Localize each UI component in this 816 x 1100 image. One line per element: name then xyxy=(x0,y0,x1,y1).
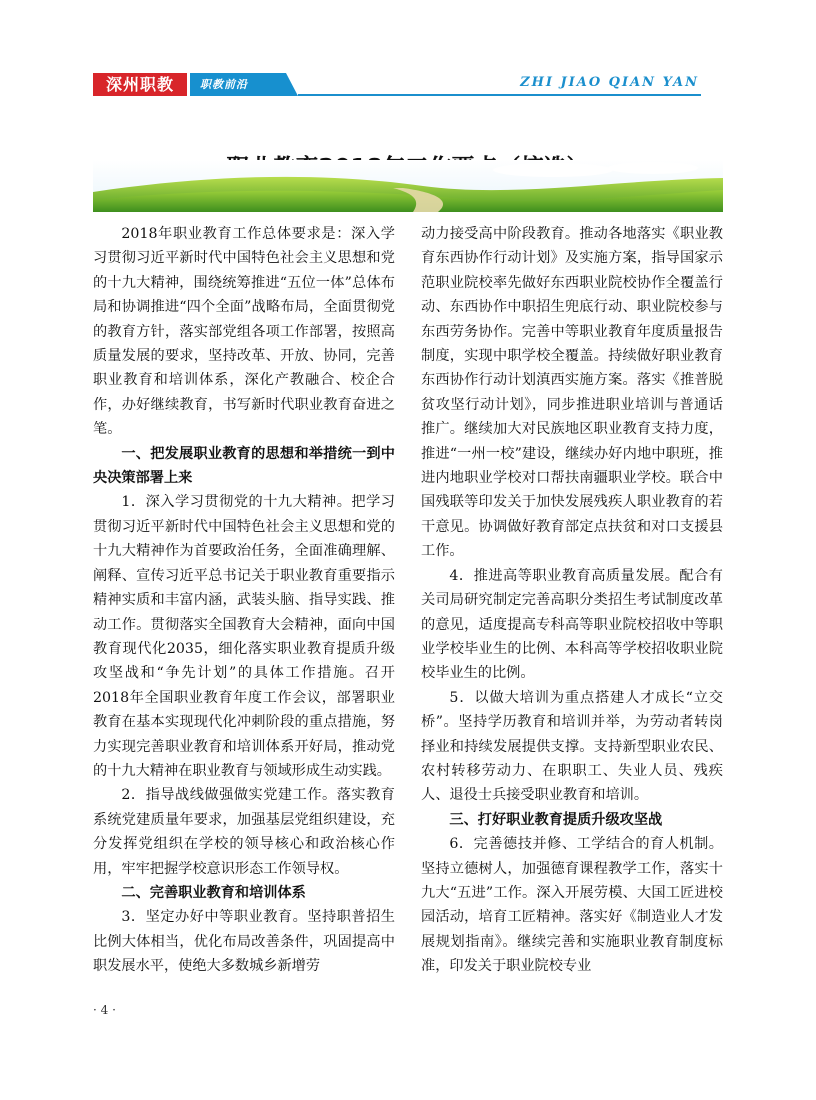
body-paragraph: 1．深入学习贯彻党的十九大精神。把学习贯彻习近平新时代中国特色社会主义思想和党的十九大精神作为首要政治任务，全面准确理解、阐释、宣传习近平总书记关于职业教育重要指示精神实质和丰富内涵，武装头脑、指导实践、推动工作。贯彻落实全国教育大会精神，面向中国教育现代化2035，细化落实职业教育提质升级攻坚战和“争先计划”的具体工作措施。召开2018年全国职业教育年度工作会议，部署职业教育在基本实现现代化冲刺阶段的重点措施，努力实现完善职业教育和培训体系开好局，推动党的十九大精神在职业教育与领域形成生动实践。 xyxy=(93,494,395,779)
section-tag-tail xyxy=(286,73,298,96)
landscape-banner-image xyxy=(93,160,723,212)
right-text-column xyxy=(421,222,723,979)
section-heading-2: 二、完善职业教育和培训体系 xyxy=(121,884,306,901)
page-number: · 4 · xyxy=(93,1003,116,1017)
left-text-column xyxy=(93,222,395,979)
body-paragraph: 2．指导战线做强做实党建工作。落实教育系统党建质量年要求，加强基层党组织建设，充分发挥党组织在学校的领导核心和政治核心作用，牢牢把握学校意识形态工作领导权。 xyxy=(93,787,395,877)
section-pinyin: ZHI JIAO QIAN YAN xyxy=(520,75,699,90)
brand-label: 深州职教 xyxy=(93,73,187,96)
section-heading-1: 一、把发展职业教育的思想和举措统一到中央决策部署上来 xyxy=(93,445,395,487)
body-paragraph: 4．推进高等职业教育高质量发展。配合有关司局研究制定完善高职分类招生考试制度改革的意见，适度提高专科高等职业院校招收中等职业学校毕业生的比例、本科高等学校招收职业院校毕业生的比例。 xyxy=(421,567,723,682)
section-tag: 职教前沿 xyxy=(190,73,286,96)
continued-paragraph: 动力接受高中阶段教育。推动各地落实《职业教育东西协作行动计划》及实施方案，指导国家示范职业院校率先做好东西职业院校协作全覆盖行动、东西协作中职招生兜底行动、职业院校参与东西劳务协作。完善中等职业教育年度质量报告制度，实现中职学校全覆盖。持续做好职业教育东西协作行动计划滇西实施方案。落实《推普脱贫攻坚行动计划》，同步推进职业培训与普通话推广。继续加大对民族地区职业教育支持力度，推进“一州一校”建设，继续办好内地中职班，推进内地职业学校对口帮扶南疆职业学校。联合中国残联等印发关于加快发展残疾人职业教育的若干意见。协调做好教育部定点扶贫和对口支援县工作。 xyxy=(421,226,723,560)
header-rule xyxy=(298,94,701,96)
intro-paragraph: 2018年职业教育工作总体要求是：深入学习贯彻习近平新时代中国特色社会主义思想和党的十九大精神，围绕统筹推进“五位一体”总体布局和协调推进“四个全面”战略布局，全面贯彻党的教育方针，落实部党组各项工作部署，按照高质量发展的要求，坚持改革、开放、协同，完善职业教育和培训体系，深化产教融合、校企合作，办好继续教育，书写新时代职业教育奋进之笔。 xyxy=(93,226,395,438)
body-paragraph: 6．完善德技并修、工学结合的育人机制。坚持立德树人，加强德育课程教学工作，落实十九大“五进”工作。深入开展劳模、大国工匠进校园活动，培育工匠精神。落实好《制造业人才发展规划指南》。继续完善和实施职业教育制度标准，印发关于职业院校专业 xyxy=(421,836,723,975)
body-paragraph: 3．坚定办好中等职业教育。坚持职普招生比例大体相当，优化布局改善条件，巩固提高中职发展水平，使绝大多数城乡新增劳 xyxy=(93,909,395,975)
section-heading-3: 三、打好职业教育提质升级攻坚战 xyxy=(449,811,663,828)
body-paragraph: 5．以做大培训为重点搭建人才成长“立交桥”。坚持学历教育和培训并举，为劳动者转岗择业和持续发展提供支撑。支持新型职业农民、农村转移劳动力、在职职工、失业人员、残疾人、退役士兵接受职业教育和培训。 xyxy=(421,689,723,804)
running-header xyxy=(93,73,723,97)
